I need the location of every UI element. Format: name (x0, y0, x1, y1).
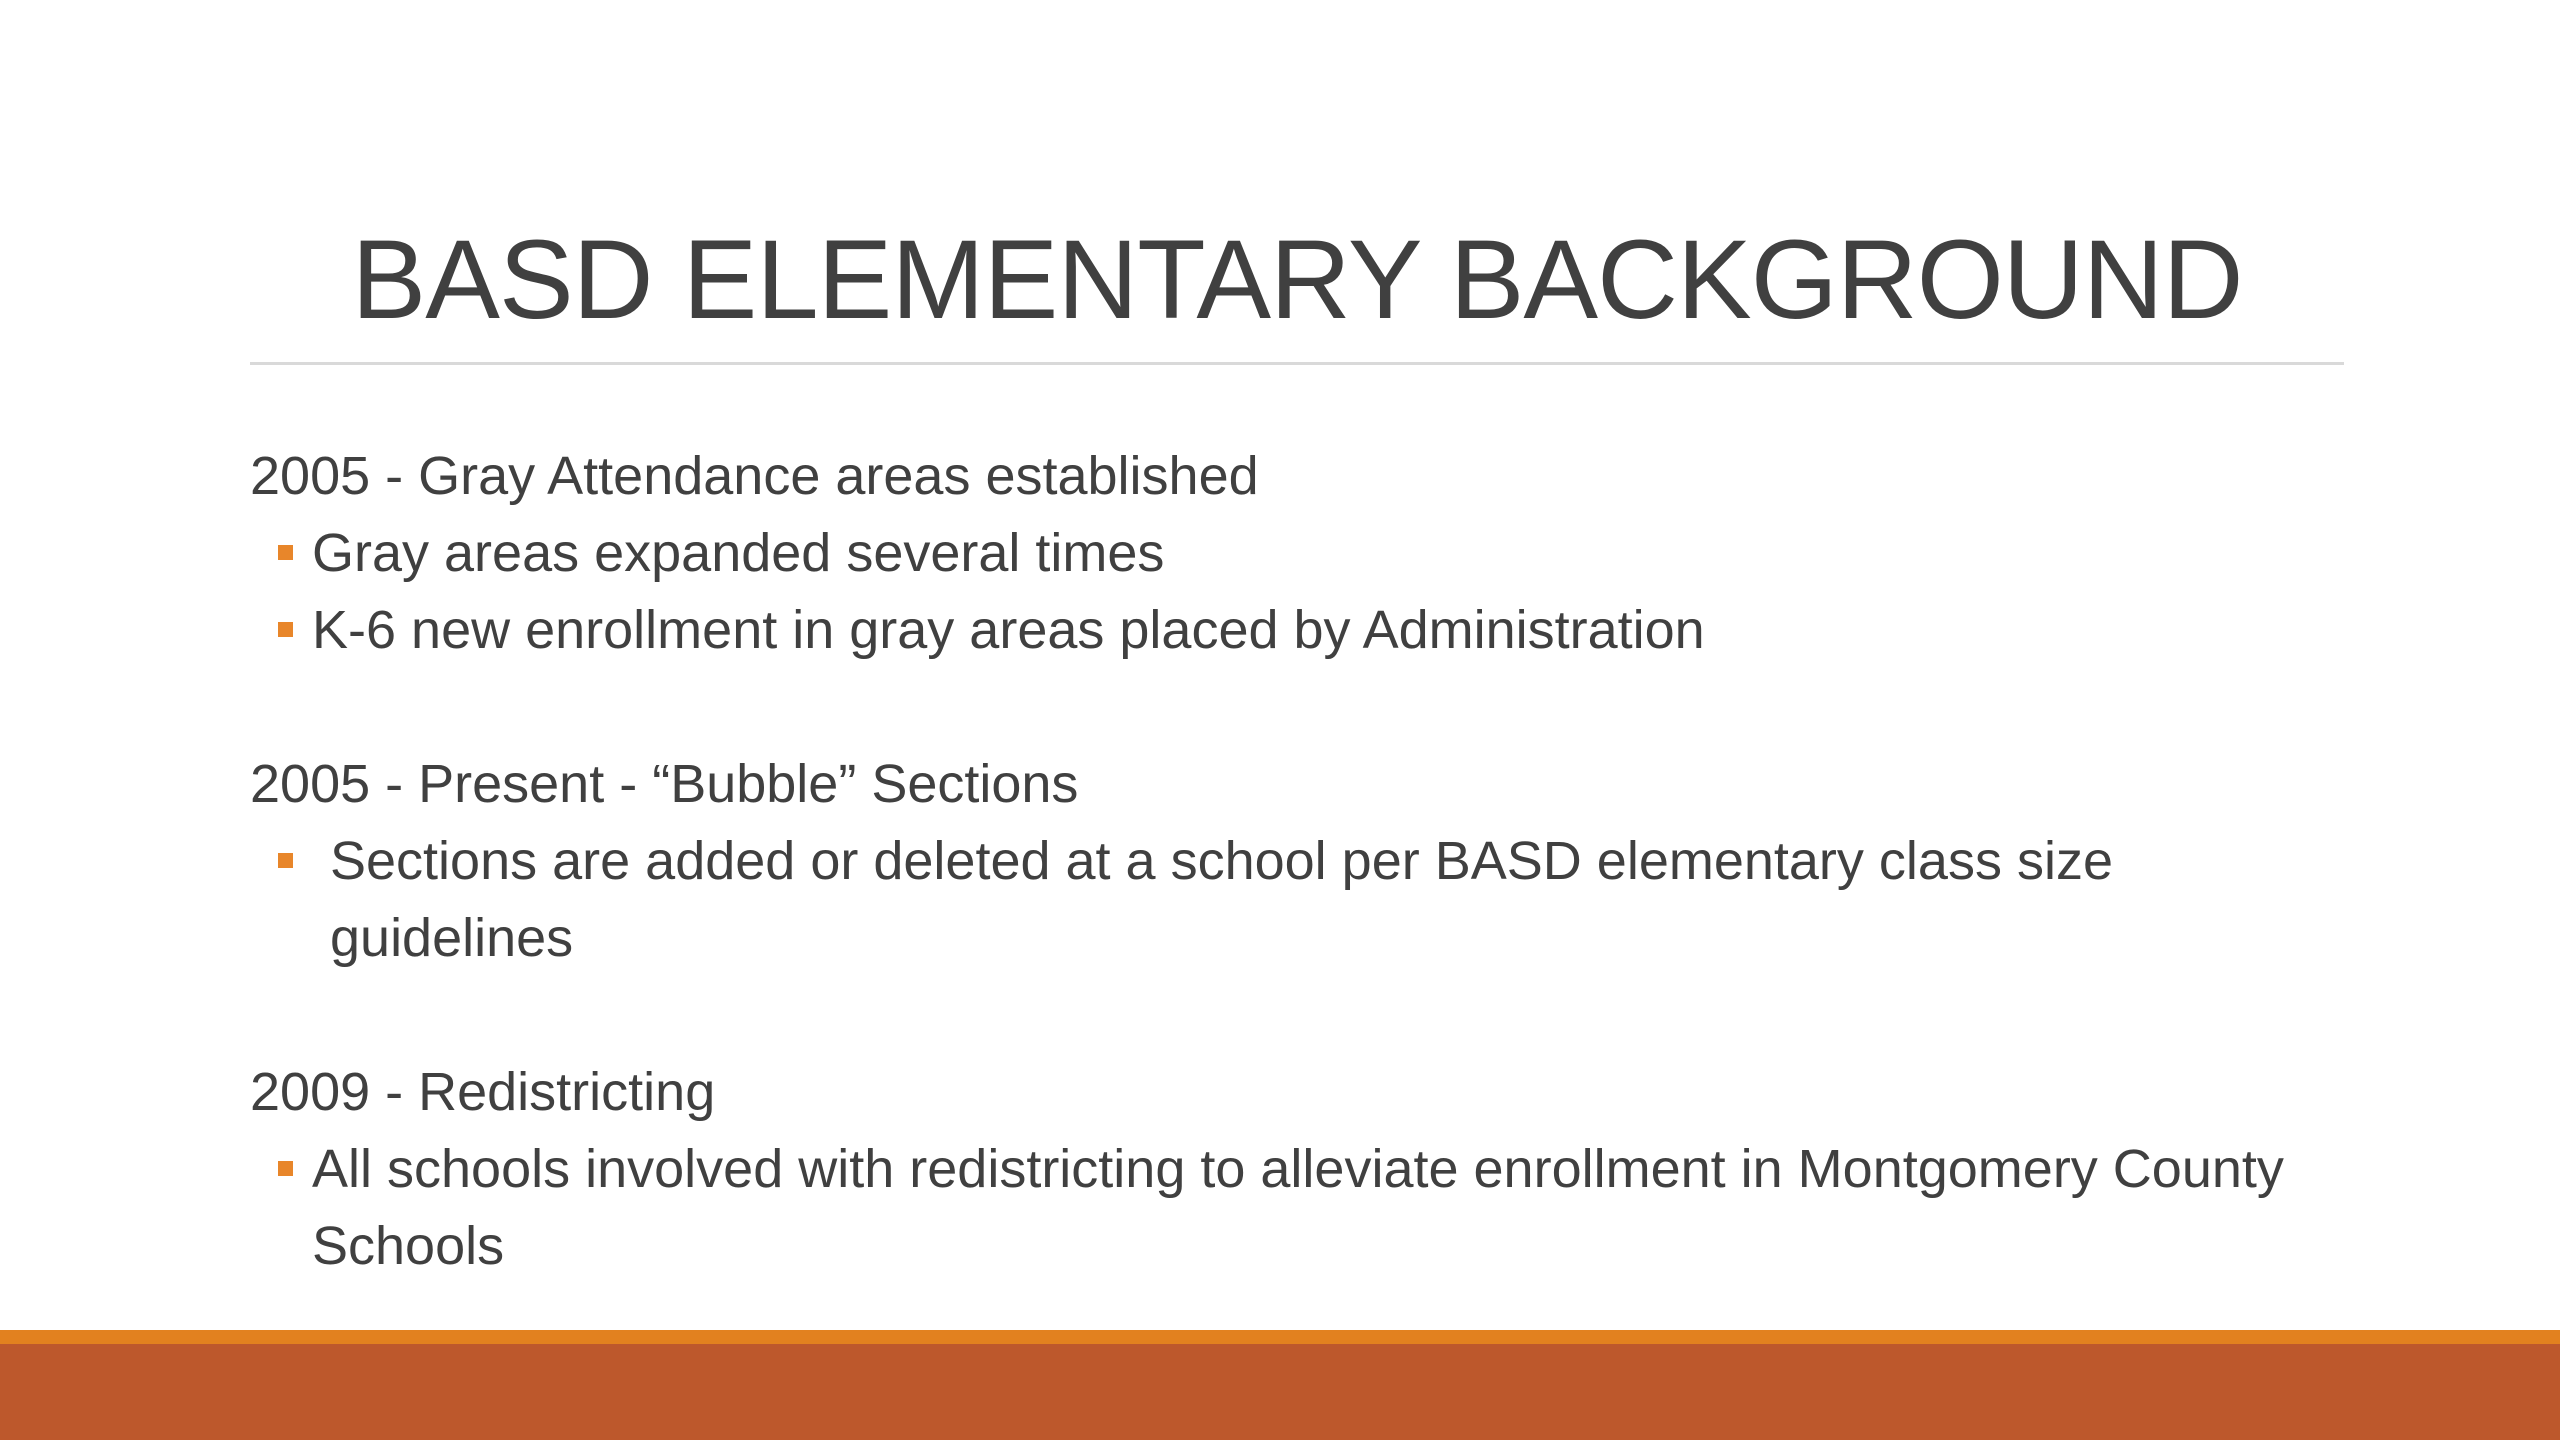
bullet-item (250, 515, 2330, 592)
section-heading: 2005 - Gray Attendance areas established (250, 446, 1259, 506)
slide-title: BASD ELEMENTARY BACKGROUND (351, 217, 2243, 342)
spacer (250, 669, 2330, 746)
bullet-text: K-6 new enrollment in gray areas placed by Administration (312, 600, 1705, 660)
bullet-item (250, 823, 2330, 977)
bullet-text: All schools involved with redistricting to alleviate enrollment in Montgomery County Schools (312, 1139, 2284, 1276)
spacer (250, 977, 2330, 1054)
square-bullet-icon (278, 545, 293, 560)
square-bullet-icon (278, 622, 293, 637)
footer-accent-stripe (0, 1330, 2560, 1344)
slide-content (250, 438, 2330, 1285)
bullet-text: Gray areas expanded several times (312, 523, 1165, 583)
square-bullet-icon (278, 1161, 293, 1176)
bullet-item (250, 592, 2330, 669)
footer-bar (0, 1344, 2560, 1440)
section-heading: 2005 - Present - “Bubble” Sections (250, 754, 1079, 814)
title-divider (250, 362, 2344, 365)
square-bullet-icon (278, 853, 293, 868)
section-heading: 2009 - Redistricting (250, 1062, 716, 1122)
bullet-item (250, 1131, 2330, 1285)
bullet-text: Sections are added or deleted at a school per BASD elementary class size guidelines (330, 831, 2113, 968)
